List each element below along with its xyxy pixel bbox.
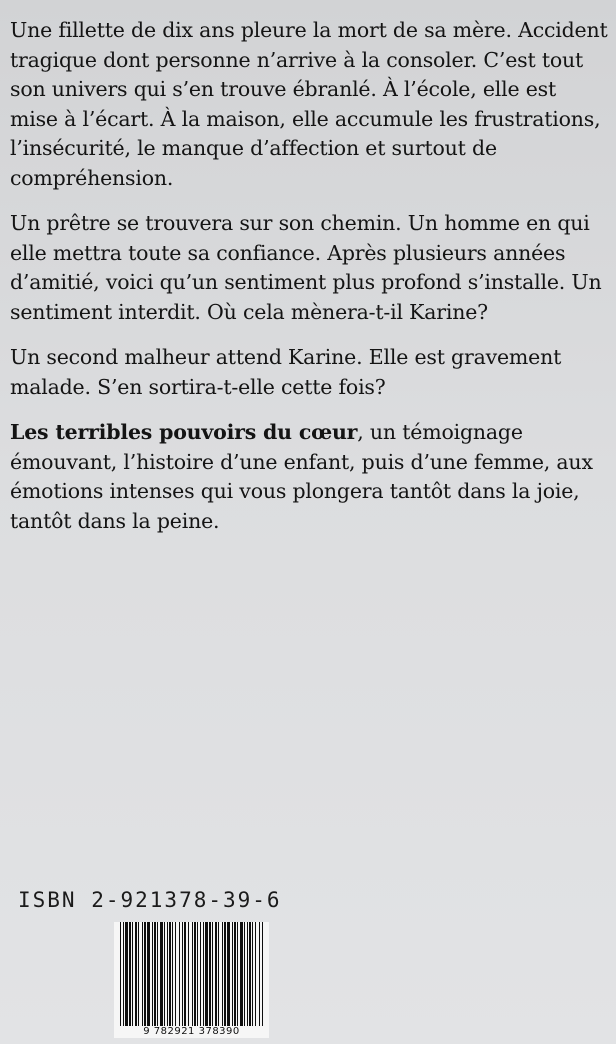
barcode-bar xyxy=(224,922,226,1026)
barcode-bar xyxy=(244,922,245,1026)
barcode-bar xyxy=(138,922,139,1026)
barcode-bar xyxy=(227,922,230,1026)
barcode-bar xyxy=(234,922,236,1026)
barcode-bar xyxy=(188,922,189,1026)
barcode-bar xyxy=(129,922,131,1026)
barcode-bar xyxy=(132,922,133,1026)
barcode-bar xyxy=(184,922,186,1026)
barcode-bar xyxy=(152,922,153,1026)
barcode-bar xyxy=(182,922,183,1026)
barcode-bar xyxy=(252,922,253,1026)
blurb-paragraph-2: Un prêtre se trouvera sur son chemin. Un homme en qui elle mettra toute sa confiance. Après plusieurs années d’amitié, voici qu’un sentiment plus profond s’installe. Un sentiment interdit. Où cela mènera-t-il Karine? xyxy=(10,211,602,324)
barcode-bar xyxy=(192,922,193,1026)
barcode xyxy=(114,922,269,1038)
blurb-paragraph-4-text: , un témoignage émouvant, l’histoire d’une enfant, puis d’une femme, aux émotions intenses qui vous plongera tantôt dans la joie, tantôt dans la peine. xyxy=(10,420,593,533)
barcode-bar xyxy=(125,922,128,1026)
barcode-bar xyxy=(232,922,233,1026)
barcode-bar xyxy=(197,922,198,1026)
barcode-bar xyxy=(259,922,260,1026)
barcode-bar xyxy=(160,922,163,1026)
barcode-bar xyxy=(247,922,248,1026)
barcode-bar xyxy=(200,922,201,1026)
barcode-bar xyxy=(218,922,219,1026)
barcode-bar xyxy=(212,922,213,1026)
blurb-paragraph-3: Un second malheur attend Karine. Elle est gravement malade. S’en sortira-t-elle cette fois? xyxy=(10,345,562,399)
barcode-bars xyxy=(114,922,269,1026)
barcode-bar xyxy=(209,922,211,1026)
barcode-bar xyxy=(203,922,204,1026)
barcode-bar xyxy=(215,922,217,1026)
blurb-paragraph-1: Une fillette de dix ans pleure la mort de sa mère. Accident tragique dont personne n’arrive à la consoler. C’est tout son univers qui s’en trouve ébranlé. À l’école, elle est mise à l’écart. À la maison, elle accumule les frustrations, l’insécurité, le manque d’affection et surtout de compréhension. xyxy=(10,18,608,190)
book-title: Les terribles pouvoirs du cœur xyxy=(10,420,358,444)
barcode-bar xyxy=(262,922,263,1026)
barcode-bar xyxy=(237,922,238,1026)
barcode-bar xyxy=(120,922,121,1026)
isbn-number: ISBN 2-921378-39-6 xyxy=(18,888,282,912)
barcode-bar xyxy=(172,922,173,1026)
barcode-bar xyxy=(147,922,150,1026)
barcode-bar xyxy=(222,922,223,1026)
blurb-paragraph-4 xyxy=(10,418,610,536)
barcode-bar xyxy=(154,922,156,1026)
barcode-bar xyxy=(240,922,243,1026)
barcode-bar xyxy=(142,922,143,1026)
barcode-bar xyxy=(179,922,180,1026)
barcode-bar xyxy=(175,922,176,1026)
barcode-digits: 9 782921 378390 xyxy=(114,1026,269,1037)
barcode-bar xyxy=(167,922,168,1026)
barcode-bar xyxy=(249,922,251,1026)
barcode-bar xyxy=(157,922,158,1026)
barcode-bar xyxy=(194,922,196,1026)
barcode-bar xyxy=(123,922,124,1026)
barcode-bar xyxy=(205,922,208,1026)
barcode-bar xyxy=(169,922,171,1026)
back-cover-blurb xyxy=(10,16,610,552)
barcode-bar xyxy=(255,922,256,1026)
barcode-bar xyxy=(164,922,165,1026)
barcode-bar xyxy=(135,922,137,1026)
barcode-bar xyxy=(144,922,146,1026)
